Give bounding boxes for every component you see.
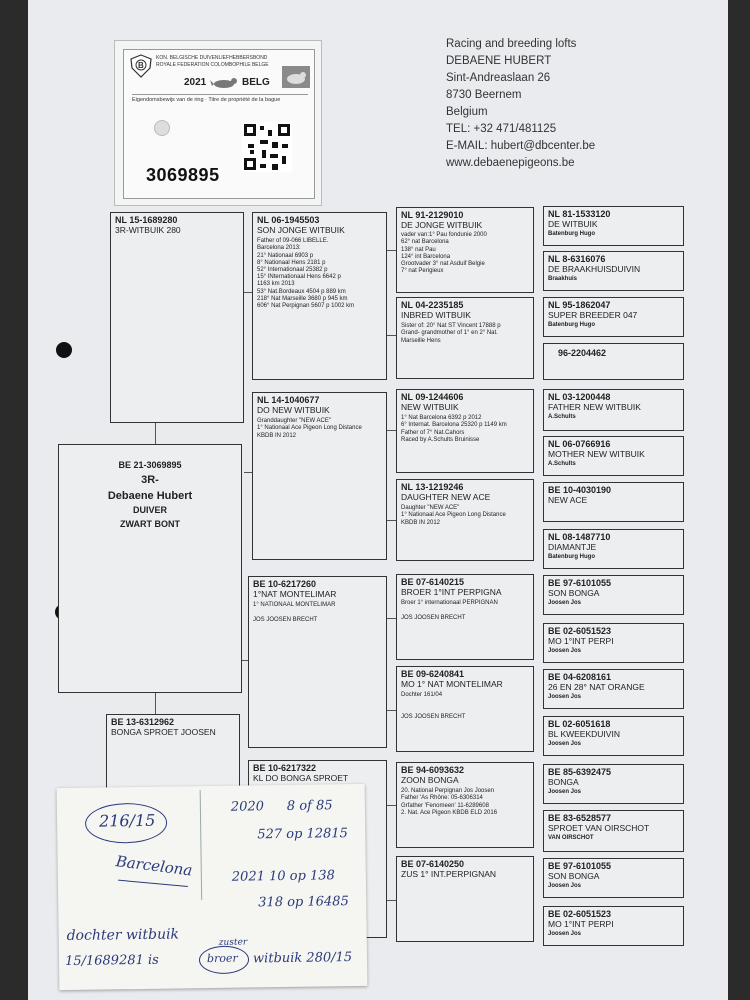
note-line1-year: 2020	[230, 799, 265, 815]
pedigree-box-gen5	[543, 206, 684, 246]
pigeon-ring: BE 10-4030190	[548, 485, 612, 495]
pigeon-owner: A.Schults	[548, 414, 576, 421]
pigeon-name: SUPER BREEDER 047	[548, 309, 638, 320]
pigeon-details: Daughter "NEW ACE" 1° Nationaal Ace Pigeon Long Distance KBDB IN 2012	[401, 505, 506, 526]
pigeon-breeder: Debaene Hubert	[107, 489, 193, 502]
pedigree-box-gen4	[396, 762, 534, 848]
pigeon-name: DE BRAAKHUISDUIVIN	[548, 263, 641, 274]
pigeon-name: ZOON BONGA	[401, 774, 459, 785]
pedigree-box-gen4	[396, 207, 534, 293]
kbdb-logo	[130, 54, 152, 78]
pigeon-ring: NL 91-2129010	[401, 210, 464, 220]
connector-line	[244, 292, 252, 293]
pedigree-box-gen5	[543, 764, 684, 804]
pedigree-box-gen3	[252, 392, 387, 560]
pigeon-owner: Batenburg Hugo	[548, 322, 595, 329]
pigeon-ring: NL 15-1689280	[115, 215, 178, 225]
pedigree-box-gen4	[396, 574, 534, 660]
pigeon-ring: BE 10-6217322	[253, 763, 317, 773]
pigeon-ring: BE 97-6101055	[548, 578, 612, 588]
pedigree-box-gen5	[543, 529, 684, 569]
card-country: BELG	[242, 77, 270, 88]
pigeon-name: DIAMANTJE	[548, 541, 597, 552]
pedigree-box-gen5	[543, 716, 684, 756]
pigeon-owner: Joosen Jos	[548, 648, 582, 655]
note-line1-result: 8 of 85	[286, 798, 333, 814]
pigeon-ring: BE 02-6051523	[548, 909, 612, 919]
pedigree-box-gen4	[396, 389, 534, 473]
pigeon-name: MO 1°INT PERPI	[548, 918, 614, 929]
pigeon-name: DE WITBUIK	[548, 218, 598, 229]
pigeon-name: 3R-	[141, 473, 159, 486]
ring-ownership-card	[114, 40, 322, 206]
pigeon-ring: BE 97-6101055	[548, 861, 612, 871]
pigeon-ring: BE 04-6208161	[548, 672, 612, 682]
pigeon-owner: VAN OIRSCHOT	[548, 835, 594, 842]
pigeon-owner: Joosen Jos	[548, 931, 582, 938]
connector-line	[155, 422, 156, 444]
pigeon-sex: DUIVER	[132, 504, 167, 515]
pigeon-ring: BE 07-6140215	[401, 577, 465, 587]
pigeon-name: BONGA SPROET JOOSEN	[111, 726, 216, 737]
pigeon-ring: 96-2204462	[558, 348, 607, 358]
pigeon-ring: NL 08-1487710	[548, 532, 611, 542]
pigeon-ring: BE 09-6240841	[401, 669, 465, 679]
breeder-heading: Racing and breeding lofts	[446, 38, 577, 50]
connector-line	[387, 900, 396, 901]
pigeon-name: BROER 1°INT PERPIGNA	[401, 586, 502, 597]
breeder-web: www.debaenepigeons.be	[446, 157, 575, 169]
connector-line	[155, 692, 156, 715]
pigeon-ring: BE 85-6392475	[548, 767, 612, 777]
pigeon-name: SPROET VAN OIRSCHOT	[548, 822, 650, 833]
note-bottom-line1: dochter witbuik	[66, 926, 180, 945]
pedigree-box-gen5	[543, 623, 684, 663]
card-inner	[123, 49, 315, 199]
connector-line	[387, 520, 396, 521]
pigeon-color: ZWART BONT	[120, 518, 180, 529]
pigeon-ring: NL 95-1862047	[548, 300, 611, 310]
pedigree-box-gen5	[543, 858, 684, 898]
pedigree-box-gen5	[543, 389, 684, 431]
pedigree-box-gen5	[543, 575, 684, 615]
card-hole-icon	[154, 120, 170, 136]
pigeon-details: Dochter 161/04 JOS JOOSEN BRECHT	[401, 692, 466, 720]
pigeon-details: Father of 09-066 LIBELLE. Barcelona 2013: 21° Nationaal 6903 p 8° Nationaal Hens 2181 p 52° Internationaal 25382 p 15° INternationaal Hens 6642 p 1163 km 2013 53° Nat.Bordeaux 4504 p 889 km 218° Nat Marseille 3680 p 945 km 606° Nat Perpignan 5607 p 1002 km	[257, 238, 355, 309]
pigeon-ring: BE 94-6093632	[401, 765, 465, 775]
pedigree-box-gen4	[396, 856, 534, 942]
pedigree-box-gen5	[543, 810, 684, 852]
note-circled-number: 216/15	[98, 810, 156, 831]
note-above-word: zuster	[218, 937, 248, 948]
pedigree-box-gen5	[543, 251, 684, 291]
pigeon-details: Broer 1° internationaal PERPIGNAN JOS JOOSEN BRECHT	[401, 600, 498, 621]
connector-line	[387, 335, 396, 336]
pigeon-name: NEW ACE	[548, 494, 588, 505]
pedigree-box-sire	[110, 212, 244, 423]
pedigree-box-gen5	[543, 482, 684, 522]
breeder-street: Sint-Andreaslaan 26	[446, 72, 551, 84]
pigeon-owner: Joosen Jos	[548, 694, 582, 701]
pigeon-name: 3R-WITBUIK 280	[115, 224, 181, 235]
pigeon-owner: Batenburg Hugo	[548, 554, 595, 561]
note-bottom-line3: witbuik 280/15	[252, 950, 353, 967]
pigeon-ring: NL 03-1200448	[548, 392, 611, 402]
breeder-name: DEBAENE HUBERT	[446, 55, 552, 67]
pigeon-ring: BE 13-6312962	[111, 717, 175, 727]
connector-line	[387, 430, 396, 431]
pedigree-box-gen4	[396, 479, 534, 561]
note-race: Barcelona	[114, 852, 194, 880]
pigeon-name: ZUS 1° INT.PERPIGNAN	[401, 868, 497, 879]
note-line2-result: 2021 10 op 138	[231, 868, 335, 885]
pigeon-owner: Batenburg Hugo	[548, 231, 595, 238]
card-year: 2021	[184, 77, 207, 88]
pigeon-owner: Joosen Jos	[548, 789, 582, 796]
svg-text:B: B	[138, 61, 144, 70]
breeder-city: 8730 Beernem	[446, 89, 522, 101]
pigeon-ring: NL 14-1040677	[257, 395, 320, 405]
pigeon-name: SON BONGA	[548, 587, 600, 598]
pigeon-ring: BE 21-3069895	[118, 460, 182, 470]
pigeon-name: MO 1°INT PERPI	[548, 635, 614, 646]
pigeon-name: SON JONGE WITBUIK	[257, 224, 345, 235]
pigeon-ring: BE 83-6528577	[548, 813, 612, 823]
pigeon-details: 20. National Perpignan Jos Joosen Father 'As Rhône: 05-6306314 Grfather 'Fenomeen' 11-6289608 2. Nat. Ace Pigeon KBDB ELD 2016	[401, 788, 498, 816]
connector-line	[244, 472, 252, 473]
pigeon-ring: BE 10-6217260	[253, 579, 317, 589]
pigeon-name: SON BONGA	[548, 870, 600, 881]
pigeon-name: BL KWEEKDUIVIN	[548, 728, 620, 739]
pigeon-icon	[210, 76, 240, 90]
pigeon-name: MOTHER NEW WITBUIK	[548, 448, 645, 459]
pigeon-owner: Braakhuis	[548, 276, 578, 283]
pedigree-box-gen5	[543, 669, 684, 709]
pigeon-details: Sister of: 20° Nat ST Vincent 17888 p Grand- grandmother of 1° en 2° Nat. Marseille Hens	[401, 323, 501, 344]
pigeon-name: INBRED WITBUIK	[401, 309, 471, 320]
pigeon-details: 1° NATIONAAL MONTELIMAR JOS JOOSEN BRECHT	[253, 602, 336, 623]
pigeon-details: vader van:1° Pau fondunie 2000 62° nat Barcelona 138° nat Pau 124° int Barcelona Grootvader 3° nat Asduif Belgie 7° nat Perigieux	[401, 232, 487, 275]
pigeon-name: BONGA	[548, 776, 579, 787]
pedigree-box-gen4	[396, 297, 534, 379]
note-bottom-line2: 15/1689281 is	[64, 952, 159, 970]
note-divider	[200, 790, 203, 900]
pedigree-box-subject	[58, 444, 242, 693]
connector-line	[387, 618, 396, 619]
pigeon-name: 1°NAT MONTELIMAR	[253, 588, 337, 599]
pigeon-ring: NL 09-1244606	[401, 392, 464, 402]
pigeon-name: MO 1° NAT MONTELIMAR	[401, 678, 503, 689]
pigeon-name: NEW WITBUIK	[401, 401, 459, 412]
pedigree-box-gen5	[543, 343, 684, 380]
pedigree-box-gen3	[248, 576, 387, 748]
pigeon-ring: NL 8-6316076	[548, 254, 606, 264]
card-org-nl: KON. BELGISCHE DUIVENLIEFHEBBERSBOND	[156, 55, 268, 61]
pigeon-ring: NL 06-0766916	[548, 439, 611, 449]
pedigree-box-gen5	[543, 906, 684, 946]
pedigree-box-gen3	[252, 212, 387, 380]
pigeon-ring: BE 07-6140250	[401, 859, 465, 869]
pigeon-details: 1° Nat Barcelona 6392 p 2012 6° Internat. Barcelona 25320 p 1149 km Father of 7° Nat.Cahors Raced by A.Schults Bruinisse	[401, 415, 507, 443]
note-underline	[118, 880, 188, 887]
pigeon-owner: Joosen Jos	[548, 600, 582, 607]
connector-line	[387, 710, 396, 711]
pigeon-ring: NL 04-2235185	[401, 300, 464, 310]
note-line1-result2: 527 op 12815	[257, 826, 348, 843]
pedigree-box-gen5	[543, 436, 684, 476]
breeder-country: Belgium	[446, 106, 488, 118]
breeder-address	[446, 36, 595, 172]
breeder-email: E-MAIL: hubert@dbcenter.be	[446, 140, 596, 152]
note-line2-result2: 318 op 16485	[258, 894, 349, 911]
pigeon-details: Granddaughter "NEW ACE" 1° Nationaal Ace Pigeon Long Distance KBDB IN 2012	[257, 418, 362, 439]
pigeon-ring: NL 81-1533120	[548, 209, 611, 219]
handwritten-note	[57, 784, 368, 990]
connector-line	[387, 250, 396, 251]
pigeon-name: DAUGHTER NEW ACE	[401, 491, 491, 502]
card-org-fr: ROYALE FEDERATION COLOMBOPHILE BELGE	[156, 62, 269, 68]
pigeon-name: FATHER NEW WITBUIK	[548, 401, 641, 412]
pigeon-name: DO NEW WITBUIK	[257, 404, 330, 415]
pigeon-owner: A.Schults	[548, 461, 576, 468]
pigeon-ring: BL 02-6051618	[548, 719, 611, 729]
pigeon-ring: NL 06-1945503	[257, 215, 320, 225]
pigeon-name: 26 EN 28° NAT ORANGE	[548, 681, 645, 692]
breeder-tel: TEL: +32 471/481125	[446, 123, 557, 135]
pigeon-owner: Joosen Jos	[548, 741, 582, 748]
punch-hole	[56, 342, 72, 358]
pigeon-name: KL DO BONGA SPROET	[253, 772, 349, 783]
pedigree-box-gen4	[396, 666, 534, 752]
card-ring-number: 3069895	[146, 165, 220, 185]
pedigree-box-gen5	[543, 297, 684, 337]
pigeon-name: DE JONGE WITBUIK	[401, 219, 483, 230]
card-subtitle: Eigendomsbewijs van de ring · Titre de propriété de la bague	[132, 94, 308, 103]
pigeon-ring: NL 13-1219246	[401, 482, 464, 492]
connector-line	[387, 805, 396, 806]
pigeon-owner: Joosen Jos	[548, 883, 582, 890]
pigeon-ring: BE 02-6051523	[548, 626, 612, 636]
qr-code-icon	[242, 122, 292, 172]
pigeon-photo-icon	[282, 66, 310, 88]
note-circled-word: broer	[206, 951, 238, 966]
